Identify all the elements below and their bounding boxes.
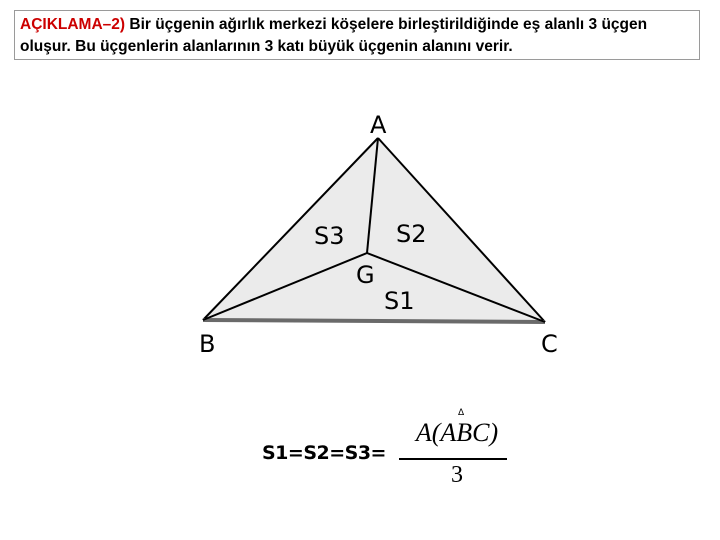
centroid-g-label: G (356, 261, 375, 289)
area-formula (262, 408, 522, 498)
explanation-heading: AÇIKLAMA–2) (20, 16, 126, 33)
region-s1-label: S1 (384, 287, 415, 315)
formula-lhs: S1=S2=S3= (262, 442, 386, 464)
region-s2-label: S2 (396, 220, 427, 248)
region-s3-label: S3 (314, 222, 345, 250)
vertex-a-label: A (370, 111, 387, 139)
fraction-bar (399, 458, 507, 460)
explanation-body: Bir üçgenin ağırlık merkezi köşelere birleştirildiğinde eş alanlı 3 üçgen oluşur. Bu üçgenlerin alanlarının 3 katı büyük üçgenin alanını verir. (20, 16, 648, 55)
triangle-symbol: Δ (458, 408, 465, 418)
triangle-abc (203, 138, 545, 322)
formula-denominator: 3 (451, 462, 463, 488)
vertex-c-label: C (541, 330, 558, 358)
vertex-b-label: B (199, 330, 216, 358)
edge-bc (203, 320, 545, 322)
formula-numerator: A(ABC) (415, 418, 499, 447)
